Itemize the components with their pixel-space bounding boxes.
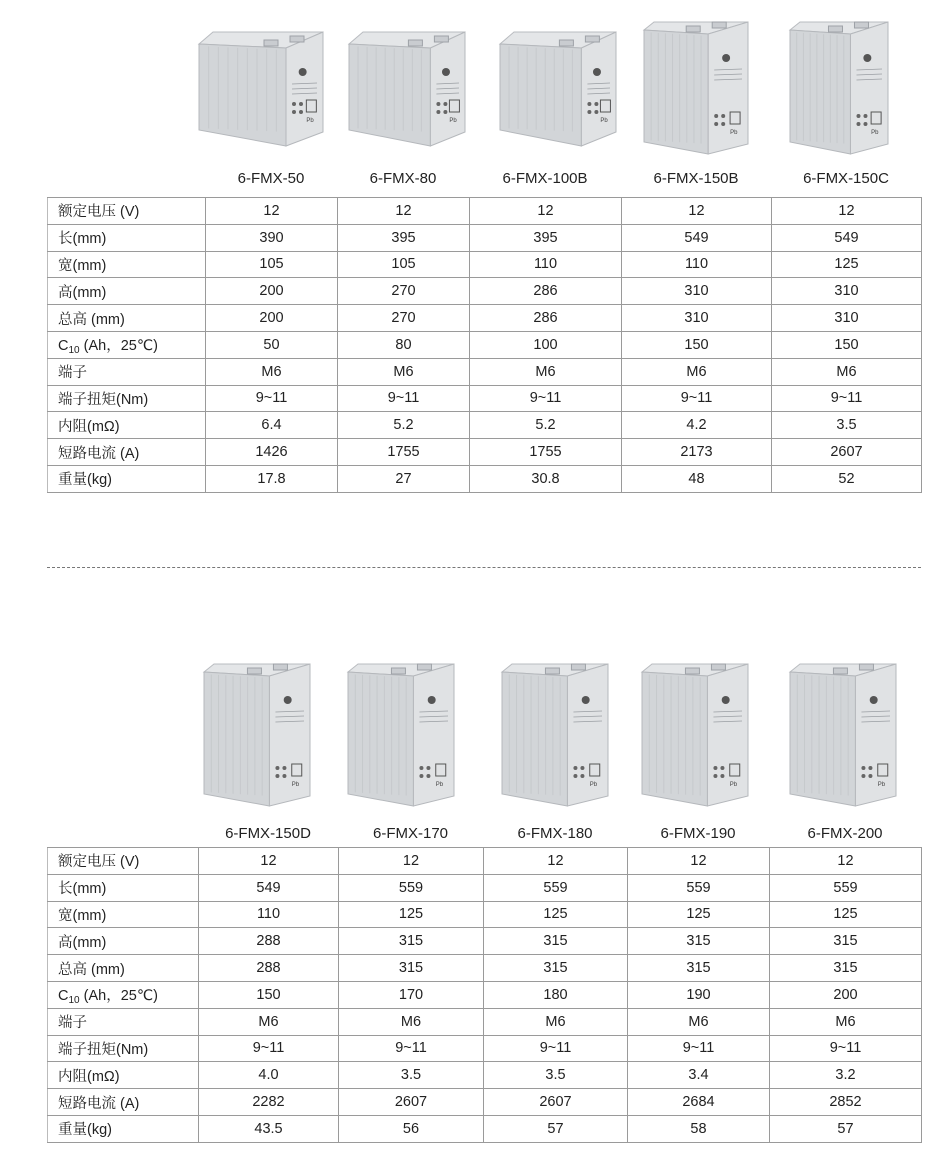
spec-value: 310 (772, 305, 922, 332)
spec-table-2 (47, 847, 922, 1143)
spec-row (48, 358, 922, 385)
spec-row (48, 305, 922, 332)
spec-value: 286 (470, 278, 622, 305)
spec-value: 310 (622, 278, 772, 305)
spec-value: 395 (338, 224, 470, 251)
spec-row (48, 848, 922, 875)
svg-text:Pb: Pb (435, 782, 444, 788)
spec-value: 105 (206, 251, 338, 278)
spec-value: 288 (199, 955, 339, 982)
spec-value: 12 (484, 848, 628, 875)
spec-value: 100 (470, 331, 622, 358)
spec-value: 395 (470, 224, 622, 251)
spec-value: 125 (484, 901, 628, 928)
spec-value: 110 (622, 251, 772, 278)
spec-value: 270 (338, 278, 470, 305)
spec-label-main: C (58, 987, 69, 1004)
spec-value: M6 (484, 1008, 628, 1035)
spec-label (48, 981, 199, 1008)
spec-value: M6 (770, 1008, 922, 1035)
spec-value: 110 (470, 251, 622, 278)
spec-row (48, 251, 922, 278)
battery-image (200, 662, 312, 808)
spec-value: 2282 (199, 1089, 339, 1116)
spec-value: 315 (339, 928, 484, 955)
spec-value: 559 (628, 874, 770, 901)
spec-value: 200 (770, 981, 922, 1008)
spec-row (48, 331, 922, 358)
spec-value: 12 (199, 848, 339, 875)
spec-label: 额定电压 (V) (48, 848, 199, 875)
battery-image (496, 30, 618, 148)
spec-value: 170 (339, 981, 484, 1008)
spec-value: 559 (770, 874, 922, 901)
spec-value: 4.2 (622, 412, 772, 439)
spec-value: 12 (628, 848, 770, 875)
spec-value: 17.8 (206, 465, 338, 492)
spec-value: 3.5 (484, 1062, 628, 1089)
svg-text:Pb: Pb (877, 782, 886, 788)
spec-value: 105 (338, 251, 470, 278)
spec-value: 150 (199, 981, 339, 1008)
battery-image (345, 30, 467, 148)
spec-value: 2852 (770, 1089, 922, 1116)
spec-label: 端子 (48, 358, 206, 385)
spec-value: 9~11 (199, 1035, 339, 1062)
spec-label: 额定电压 (V) (48, 198, 206, 225)
spec-label: 长(mm) (48, 224, 206, 251)
spec-row (48, 928, 922, 955)
spec-value: 5.2 (470, 412, 622, 439)
spec-value: 43.5 (199, 1115, 339, 1142)
spec-value: M6 (622, 358, 772, 385)
battery-image (640, 20, 750, 156)
spec-value: 12 (622, 198, 772, 225)
spec-row (48, 278, 922, 305)
spec-value: 57 (484, 1115, 628, 1142)
spec-value: 150 (622, 331, 772, 358)
spec-value: 200 (206, 305, 338, 332)
spec-value: M6 (199, 1008, 339, 1035)
spec-value: 125 (772, 251, 922, 278)
svg-text:Pb: Pb (730, 130, 738, 136)
spec-value: 125 (770, 901, 922, 928)
spec-row (48, 1089, 922, 1116)
spec-value: 48 (622, 465, 772, 492)
battery-image (498, 662, 610, 808)
spec-value: 56 (339, 1115, 484, 1142)
spec-value: 150 (772, 331, 922, 358)
svg-text:Pb: Pb (589, 782, 598, 788)
spec-value: 2684 (628, 1089, 770, 1116)
spec-label: 短路电流 (A) (48, 1089, 199, 1116)
spec-label-main: C (58, 337, 69, 354)
model-name: 6-FMX-190 (660, 825, 736, 842)
spec-value: 12 (770, 848, 922, 875)
spec-value: M6 (339, 1008, 484, 1035)
battery-image (344, 662, 456, 808)
spec-value: 9~11 (772, 385, 922, 412)
spec-value: 315 (628, 928, 770, 955)
spec-label: 内阻(mΩ) (48, 1062, 199, 1089)
spec-label-rest: (Ah，25℃) (79, 337, 158, 354)
spec-value: 549 (622, 224, 772, 251)
spec-row (48, 198, 922, 225)
battery-image (786, 662, 898, 808)
spec-value: 270 (338, 305, 470, 332)
spec-value: 9~11 (628, 1035, 770, 1062)
spec-value: 3.4 (628, 1062, 770, 1089)
spec-value: 1755 (338, 439, 470, 466)
spec-value: 125 (339, 901, 484, 928)
model-name: 6-FMX-170 (372, 825, 449, 842)
spec-label: 高(mm) (48, 278, 206, 305)
spec-value: M6 (628, 1008, 770, 1035)
spec-label: 端子扭矩(Nm) (48, 1035, 199, 1062)
spec-label-subscript: 10 (68, 344, 80, 356)
model-name: 6-FMX-50 (237, 170, 305, 187)
spec-value: 52 (772, 465, 922, 492)
spec-row (48, 1062, 922, 1089)
spec-value: 2607 (772, 439, 922, 466)
spec-value: 2607 (484, 1089, 628, 1116)
spec-value: M6 (772, 358, 922, 385)
spec-value: 30.8 (470, 465, 622, 492)
spec-value: 180 (484, 981, 628, 1008)
model-name: 6-FMX-150C (803, 170, 889, 187)
spec-value: 310 (772, 278, 922, 305)
spec-row (48, 439, 922, 466)
spec-value: 80 (338, 331, 470, 358)
spec-value: 5.2 (338, 412, 470, 439)
spec-label: 重量(kg) (48, 465, 206, 492)
battery-image (638, 662, 750, 808)
spec-value: 288 (199, 928, 339, 955)
spec-value: 315 (339, 955, 484, 982)
spec-value: 1426 (206, 439, 338, 466)
spec-label: 长(mm) (48, 874, 199, 901)
spec-value: 12 (338, 198, 470, 225)
spec-value: M6 (206, 358, 338, 385)
spec-value: 9~11 (339, 1035, 484, 1062)
spec-value: 125 (628, 901, 770, 928)
spec-row (48, 224, 922, 251)
spec-label (48, 331, 206, 358)
battery-image (786, 20, 890, 156)
spec-value: 12 (339, 848, 484, 875)
spec-value: 315 (484, 955, 628, 982)
spec-value: 58 (628, 1115, 770, 1142)
spec-row (48, 385, 922, 412)
spec-value: 12 (206, 198, 338, 225)
spec-label-rest: (Ah，25℃) (79, 987, 158, 1004)
spec-label: 高(mm) (48, 928, 199, 955)
spec-value: 9~11 (484, 1035, 628, 1062)
svg-text:Pb: Pb (600, 118, 608, 124)
spec-row (48, 955, 922, 982)
spec-value: 12 (772, 198, 922, 225)
spec-value: 1755 (470, 439, 622, 466)
spec-value: 549 (772, 224, 922, 251)
spec-value: 559 (484, 874, 628, 901)
svg-text:Pb: Pb (871, 130, 879, 136)
spec-value: 110 (199, 901, 339, 928)
model-name: 6-FMX-150B (653, 170, 739, 187)
spec-value: 3.2 (770, 1062, 922, 1089)
spec-label: 总高 (mm) (48, 955, 199, 982)
spec-label: 端子扭矩(Nm) (48, 385, 206, 412)
spec-value: 390 (206, 224, 338, 251)
spec-value: 315 (770, 928, 922, 955)
spec-label: 内阻(mΩ) (48, 412, 206, 439)
spec-value: 310 (622, 305, 772, 332)
spec-row (48, 981, 922, 1008)
spec-value: 286 (470, 305, 622, 332)
spec-value: 3.5 (339, 1062, 484, 1089)
spec-row (48, 874, 922, 901)
spec-row (48, 1008, 922, 1035)
spec-value: 3.5 (772, 412, 922, 439)
spec-label: 宽(mm) (48, 251, 206, 278)
spec-value: 6.4 (206, 412, 338, 439)
spec-value: 57 (770, 1115, 922, 1142)
spec-row (48, 1035, 922, 1062)
model-name: 6-FMX-200 (807, 825, 883, 842)
spec-value: 12 (470, 198, 622, 225)
spec-row (48, 1115, 922, 1142)
svg-text:Pb: Pb (291, 782, 300, 788)
spec-value: 190 (628, 981, 770, 1008)
model-name: 6-FMX-100B (502, 170, 588, 187)
spec-value: 9~11 (470, 385, 622, 412)
section-divider (47, 567, 921, 568)
model-name: 6-FMX-80 (369, 170, 437, 187)
model-name: 6-FMX-180 (517, 825, 593, 842)
spec-value: 4.0 (199, 1062, 339, 1089)
spec-value: 559 (339, 874, 484, 901)
spec-label: 端子 (48, 1008, 199, 1035)
spec-value: M6 (470, 358, 622, 385)
spec-value: 9~11 (206, 385, 338, 412)
spec-table-1 (47, 197, 922, 493)
spec-value: 27 (338, 465, 470, 492)
spec-row (48, 465, 922, 492)
spec-label: 宽(mm) (48, 901, 199, 928)
svg-text:Pb: Pb (729, 782, 738, 788)
spec-value: 9~11 (338, 385, 470, 412)
spec-value: 9~11 (622, 385, 772, 412)
spec-label-subscript: 10 (68, 994, 80, 1006)
spec-value: 2607 (339, 1089, 484, 1116)
spec-value: 50 (206, 331, 338, 358)
svg-text:Pb: Pb (306, 118, 314, 124)
spec-label: 短路电流 (A) (48, 439, 206, 466)
spec-value: 200 (206, 278, 338, 305)
svg-text:Pb: Pb (449, 118, 457, 124)
spec-value: 315 (484, 928, 628, 955)
model-name: 6-FMX-150D (225, 825, 311, 842)
spec-value: 9~11 (770, 1035, 922, 1062)
spec-value: 315 (628, 955, 770, 982)
spec-label: 重量(kg) (48, 1115, 199, 1142)
spec-row (48, 901, 922, 928)
spec-value: 315 (770, 955, 922, 982)
spec-label: 总高 (mm) (48, 305, 206, 332)
spec-value: 549 (199, 874, 339, 901)
battery-image (195, 30, 325, 148)
spec-value: M6 (338, 358, 470, 385)
spec-value: 2173 (622, 439, 772, 466)
spec-row (48, 412, 922, 439)
